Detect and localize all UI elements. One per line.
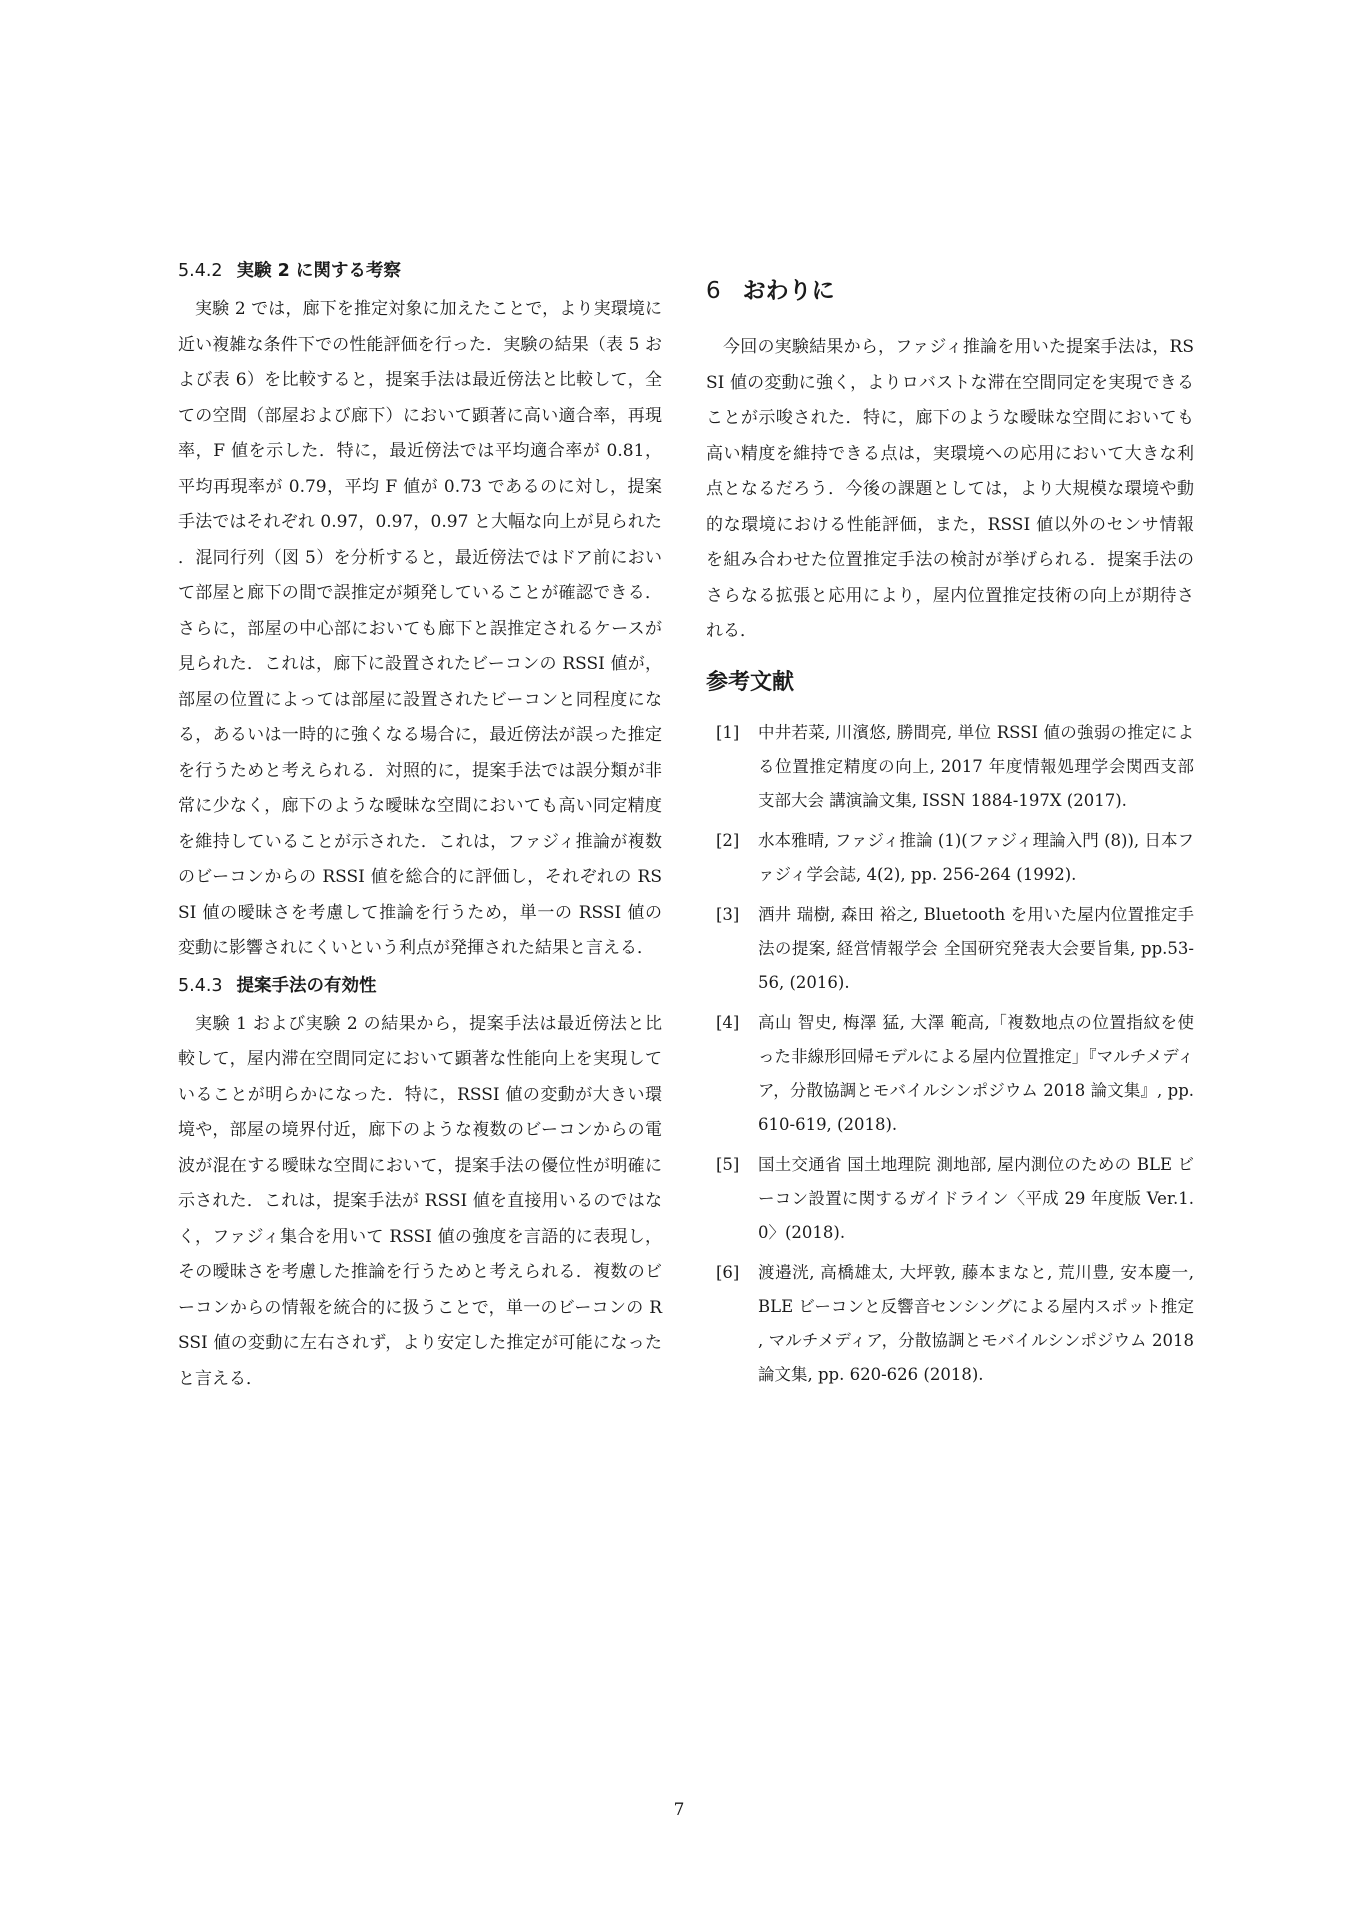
section-number: 5.4.3 [178, 975, 223, 996]
section-number: 5.4.2 [178, 261, 223, 281]
page-number: 7 [673, 1800, 685, 1820]
left-column [178, 258, 662, 1397]
reference-text: 酒井 瑞樹, 森田 裕之, Bluetooth を用いた屋内位置推定手法の提案, 経営情報学会 全国研究発表大会要旨集, pp.53-56, (2016). [758, 904, 1194, 992]
reference-label: [1] [716, 722, 740, 742]
reference-text: 水本雅晴, ファジィ推論 (1)(ファジィ理論入門 (8)), 日本ファジィ学会誌, 4(2), pp. 256-264 (1992). [758, 830, 1194, 884]
reference-label: [4] [716, 1012, 740, 1032]
reference-item [706, 1148, 1194, 1250]
section-5-4-3-heading [178, 973, 662, 999]
reference-text: 中井若菜, 川濱悠, 勝間亮, 単位 RSSI 値の強弱の推定による位置推定精度の向上, 2017 年度情報処理学会関西支部 支部大会 講演論文集, ISSN 1884-197X (2017). [758, 722, 1194, 810]
references-heading: 参考文献 [706, 669, 795, 695]
section-title: 実験 2 に関する考察 [236, 261, 401, 281]
reference-item [706, 1256, 1194, 1392]
section-5-4-2-body: 実験 2 では，廊下を推定対象に加えたことで，より実環境に近い複雑な条件下での性能評価を行った．実験の結果（表 5 および表 6）を比較すると，提案手法は最近傍法と比較して，全ての空間（部屋および廊下）において顕著に高い適合率，再現率，F 値を示した．特に，最近傍法では平均適合率が 0.81，平均再現率が 0.79，平均 F 値が 0.73 であるのに対し，提案手法ではそれぞれ 0.97，0.97，0.97 と大幅な向上が見られた．混同行列（図 5）を分析すると，最近傍法ではドア前において部屋と廊下の間で誤推定が頻発していることが確認できる．さらに，部屋の中心部においても廊下と誤推定されるケースが見られた．これは，廊下に設置されたビーコンの RSSI 値が，部屋の位置によっては部屋に設置されたビーコンと同程度になる，あるいは一時的に強くなる場合に，最近傍法が誤った推定を行うためと考えられる．対照的に，提案手法では誤分類が非常に少なく，廊下のような曖昧な空間においても高い同定精度を維持していることが示された．これは，ファジィ推論が複数のビーコンからの RSSI 値を総合的に評価し，それぞれの RSSI 値の曖昧さを考慮して推論を行うため，単一の RSSI 値の変動に影響されにくいという利点が発揮された結果と言える． [178, 299, 662, 958]
reference-item [706, 716, 1194, 818]
reference-text: 国土交通省 国土地理院 測地部, 屋内測位のための BLE ビーコン設置に関するガイドライン〈平成 29 年度版 Ver.1.0〉(2018). [758, 1154, 1194, 1242]
section-title: 提案手法の有効性 [236, 975, 377, 996]
right-column [706, 258, 1194, 1398]
reference-label: [2] [716, 830, 740, 850]
reference-text: 高山 智史, 梅澤 猛, 大澤 範高,「複数地点の位置指紋を使った非線形回帰モデルによる屋内位置推定」『マルチメディア，分散協調とモバイルシンポジウム 2018 論文集』, pp. 610-619, (2018). [758, 1012, 1194, 1134]
reference-item [706, 1006, 1194, 1142]
section-6-body: 今回の実験結果から，ファジィ推論を用いた提案手法は，RSSI 値の変動に強く，よりロバストな滞在空間同定を実現できることが示唆された．特に，廊下のような曖昧な空間においても高い精度を維持できる点は，実環境への応用において大きな利点となるだろう．今後の課題としては，より大規模な環境や動的な環境における性能評価，また，RSSI 値以外のセンサ情報を組み合わせた位置推定手法の検討が挙げられる．提案手法のさらなる拡張と応用により，屋内位置推定技術の向上が期待される． [706, 337, 1194, 641]
section-5-4-2-heading [178, 258, 662, 284]
reference-label: [6] [716, 1262, 740, 1282]
reference-label: [3] [716, 904, 740, 924]
section-6-heading [706, 276, 1194, 306]
section-number: 6 [706, 278, 721, 304]
reference-list [706, 716, 1194, 1392]
reference-text: 渡邉洸, 高橋雄太, 大坪敦, 藤本まなと, 荒川豊, 安本慶一, BLE ビーコンと反響音センシングによる屋内スポット推定, マルチメディア，分散協調とモバイルシンポジウム 2018 論文集, pp. 620-626 (2018). [758, 1262, 1194, 1384]
reference-item [706, 898, 1194, 1000]
section-5-4-3-body: 実験 1 および実験 2 の結果から，提案手法は最近傍法と比較して，屋内滞在空間同定において顕著な性能向上を実現していることが明らかになった．特に，RSSI 値の変動が大きい環境や，部屋の境界付近，廊下のような複数のビーコンからの電波が混在する曖昧な空間において，提案手法の優位性が明確に示された．これは，提案手法が RSSI 値を直接用いるのではなく，ファジィ集合を用いて RSSI 値の強度を言語的に表現し，その曖昧さを考慮した推論を行うためと考えられる．複数のビーコンからの情報を統合的に扱うことで，単一のビーコンの RSSI 値の変動に左右されず，より安定した推定が可能になったと言える． [178, 1013, 662, 1389]
section-title: おわりに [742, 278, 835, 304]
reference-item [706, 824, 1194, 892]
reference-label: [5] [716, 1154, 740, 1174]
